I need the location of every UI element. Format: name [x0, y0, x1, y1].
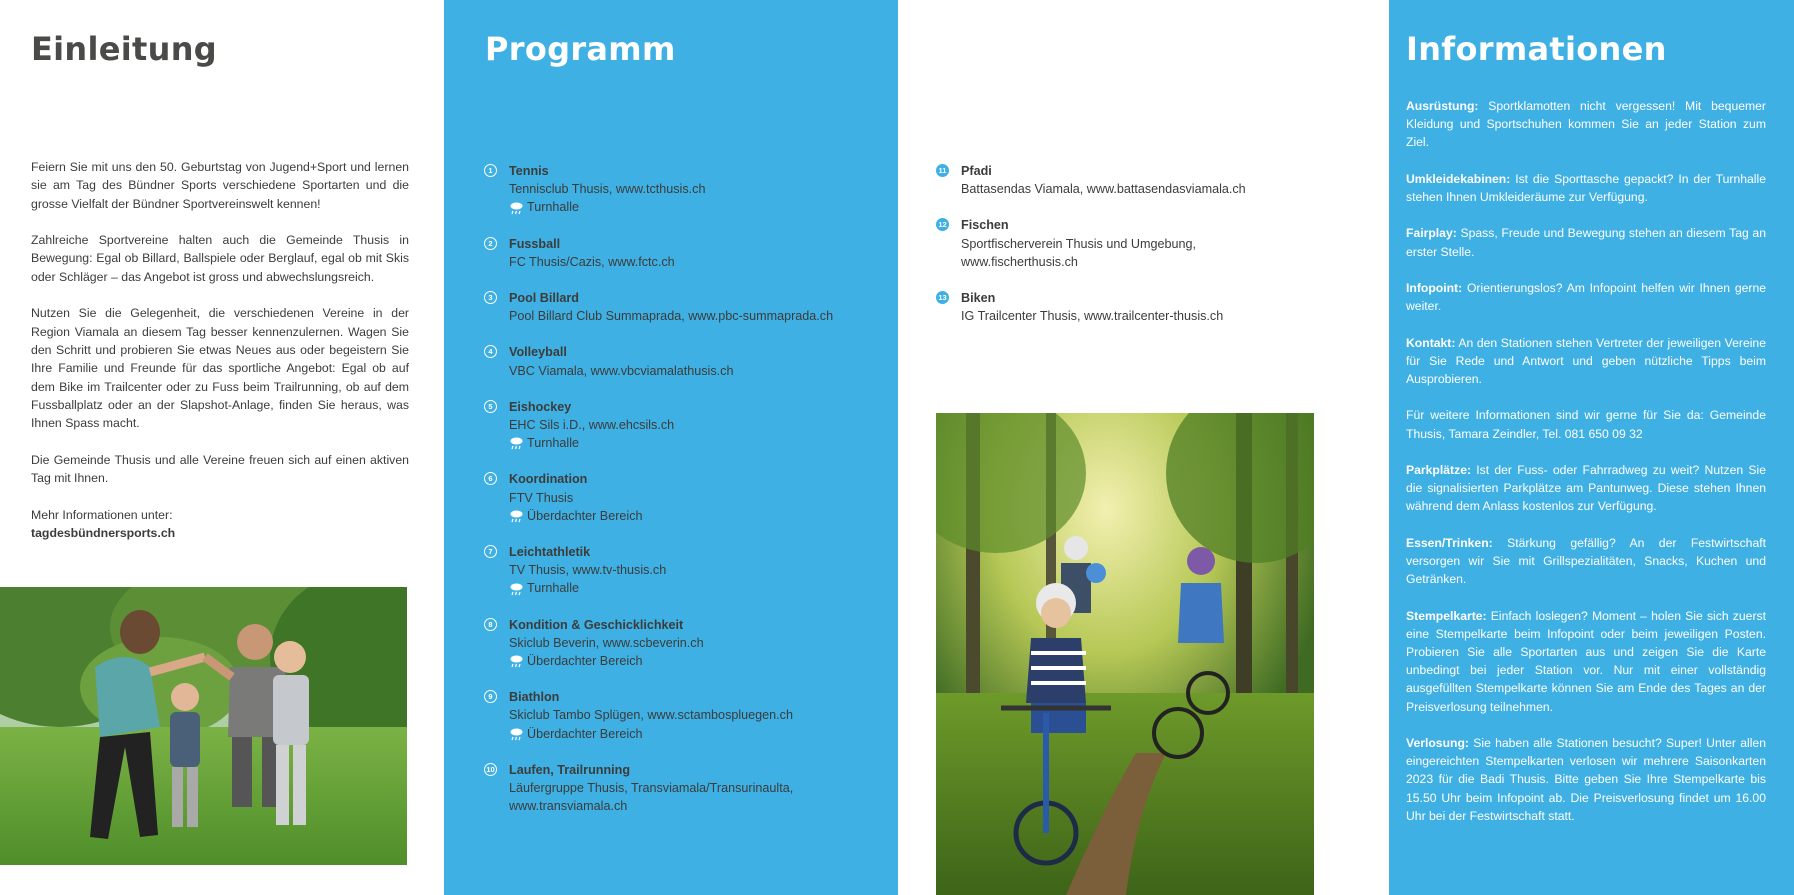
- rain-cloud-icon: [509, 582, 524, 596]
- rain-cloud-icon: [509, 727, 524, 741]
- program-title: Fussball: [509, 236, 561, 251]
- informationen-text: [1406, 97, 1766, 843]
- program-item-pool-billard: [484, 289, 884, 325]
- rain-cloud-icon: [509, 436, 524, 450]
- program-venue: [509, 579, 884, 597]
- number-badge: 2: [484, 237, 497, 250]
- program-item-eishockey: [484, 398, 884, 453]
- info-entry-infopoint: [1406, 279, 1766, 315]
- number-badge: 6: [484, 472, 497, 485]
- info-entry-contact-details: [1406, 406, 1766, 442]
- number-badge: 10: [484, 763, 497, 776]
- program-desc: FC Thusis/Cazis, www.fctc.ch: [509, 254, 675, 269]
- program-title: Volleyball: [509, 345, 567, 360]
- venue-label: Überdachter Bereich: [527, 726, 643, 741]
- intro-paragraph: Die Gemeinde Thusis und alle Vereine freuen sich auf einen aktiven Tag mit Ihnen.: [31, 452, 409, 486]
- informationen-heading: Informationen: [1406, 30, 1667, 68]
- program-item-fussball: [484, 235, 884, 271]
- info-entry-fairplay: [1406, 224, 1766, 260]
- venue-label: Turnhalle: [527, 581, 580, 596]
- program-title: Koordination: [509, 472, 588, 487]
- rain-cloud-icon: [509, 654, 524, 668]
- program-desc: IG Trailcenter Thusis, www.trailcenter-thusis.ch: [961, 309, 1224, 324]
- programm-panel: [444, 0, 898, 895]
- program-item-laufen: [484, 761, 884, 816]
- info-label: Ausrüstung:: [1406, 99, 1479, 113]
- more-info-label: Mehr Informationen unter:: [31, 507, 173, 522]
- venue-label: Überdachter Bereich: [527, 654, 643, 669]
- program-desc: FTV Thusis: [509, 490, 574, 505]
- info-entry-ausruestung: [1406, 97, 1766, 152]
- info-text: Spass, Freude und Bewegung stehen an diesem Tag an erster Stelle.: [1406, 226, 1766, 259]
- program-title: Tennis: [509, 164, 549, 178]
- program-item-biathlon: [484, 688, 884, 743]
- program-desc: TV Thusis, www.tv-thusis.ch: [509, 563, 667, 578]
- program-item-biken: [936, 289, 1376, 325]
- programm-list: [484, 162, 884, 833]
- rain-cloud-icon: [509, 509, 524, 523]
- venue-label: Turnhalle: [527, 436, 580, 451]
- program-venue: [509, 725, 884, 743]
- more-info-link[interactable]: tagdesbündnersports.ch: [31, 525, 176, 540]
- program-venue: [509, 434, 884, 452]
- program-title: Pool Billard: [509, 291, 579, 306]
- info-label: Verlosung:: [1406, 735, 1469, 750]
- info-text: Sportklamotten nicht vergessen! Mit bequemer Kleidung und Sportschuhen kommen Sie an jeder Station zum Ziel.: [1406, 99, 1766, 150]
- number-badge: 3: [484, 291, 497, 304]
- program-desc: Battasendas Viamala, www.battasendasviamala.ch: [961, 182, 1246, 197]
- program-desc: Skiclub Tambo Splügen, www.sctambospluegen.ch: [509, 708, 793, 723]
- info-text: Ist die Sporttasche gepackt? In der Turnhalle stehen Ihnen Umkleideräume zur Verfügung.: [1406, 171, 1766, 204]
- programm-list-continued: [936, 162, 1376, 343]
- info-label: Essen/Trinken:: [1406, 535, 1493, 550]
- program-venue: [509, 198, 884, 216]
- program-item-tennis: [484, 162, 884, 217]
- program-desc: Tennisclub Thusis, www.tcthusis.ch: [509, 182, 706, 197]
- number-badge: 12: [936, 218, 949, 231]
- informationen-panel: [1389, 0, 1794, 895]
- number-badge: 13: [936, 291, 949, 304]
- info-label: Infopoint:: [1406, 280, 1463, 295]
- intro-paragraph: Zahlreiche Sportvereine halten auch die Gemeinde Thusis in Bewegung: Egal ob Billard, Ballspiele oder Berglauf, egal ob mit Skis oder Schläger – das Angebot ist gross und abwechslungsreich.: [31, 233, 409, 284]
- info-text: An den Stationen stehen Vertreter der jeweiligen Vereine für Sie Rede und Antwort und geben nützliche Tipps beim Ausprobieren.: [1406, 335, 1766, 386]
- einleitung-text: [31, 158, 409, 542]
- program-desc: VBC Viamala, www.vbcviamalathusis.ch: [509, 363, 734, 378]
- family-biking-photo: [936, 413, 1314, 895]
- venue-label: Turnhalle: [527, 200, 580, 215]
- program-venue: [509, 507, 884, 525]
- program-desc: Sportfischerverein Thusis und Umgebung, www.fischerthusis.ch: [961, 236, 1196, 269]
- info-text: Für weitere Informationen sind wir gerne für Sie da: Gemeinde Thusis, Tamara Zeindler, Tel. 081 650 09 32: [1406, 408, 1766, 441]
- info-text: Einfach loslegen? Moment – holen Sie sich zuerst eine Stempelkarte beim Infopoint oder beim jeweiligen Posten. Probieren Sie alle Sportarten aus und zeigen Sie die Karte unbedingt bei jeder Station vor. Nur mit einer vollständig ausgefüllten Stempelkarte können Sie am Ende des Tages an der Preisverlosung teilnehmen.: [1406, 608, 1766, 714]
- number-badge: 9: [484, 690, 497, 703]
- info-text: Stärkung gefällig? An der Festwirtschaft versorgen wir Sie mit Grillspezialitäten, Snacks, Kuchen und Getränken.: [1406, 535, 1766, 587]
- info-label: Kontakt:: [1406, 335, 1456, 350]
- program-title: Eishockey: [509, 399, 572, 414]
- rain-cloud-icon: [509, 201, 524, 215]
- program-desc: EHC Sils i.D., www.ehcsils.ch: [509, 418, 675, 433]
- info-entry-essen-trinken: [1406, 534, 1766, 589]
- family-highfive-photo: [0, 587, 407, 865]
- info-entry-parkplaetze: [1406, 461, 1766, 516]
- program-title: Biathlon: [509, 690, 560, 705]
- info-entry-verlosung: [1406, 734, 1766, 825]
- program-title: Biken: [961, 291, 996, 306]
- info-label: Parkplätze:: [1406, 462, 1472, 477]
- program-title: Leichtathletik: [509, 545, 591, 560]
- number-badge: 8: [484, 618, 497, 631]
- program-title: Pfadi: [961, 164, 992, 178]
- intro-paragraph: Nutzen Sie die Gelegenheit, die verschiedenen Vereine in der Region Viamala an diesem Tag besser kennenzulernen. Wagen Sie den Schritt und probieren Sie etwas Neues aus oder begeistern Sie Ihre Familie und Freunde für das sportliche Angebot: Egal ob auf dem Bike im Trailcenter oder zu Fuss beim Trailrunning, ob auf dem Fussballplatz oder an der Slapshot-Anlage, finden Sie heraus, was Ihnen Spass macht.: [31, 306, 409, 431]
- program-item-leichtathletik: [484, 543, 884, 598]
- einleitung-panel: [0, 0, 444, 895]
- info-text: Sie haben alle Stationen besucht? Super! Unter allen eingereichten Stempelkarten verlosen wir mehrere Saisonkarten 2023 für die Badi Thusis. Bitte geben Sie Ihre Stempelkarte bis 15.50 Uhr beim Infopoint ab. Die Preisverlosung findet um 16.00 Uhr bei der Festwirtschaft statt.: [1406, 735, 1766, 823]
- info-entry-stempelkarte: [1406, 607, 1766, 716]
- program-desc: Pool Billard Club Summaprada, www.pbc-summaprada.ch: [509, 309, 834, 324]
- program-item-kondition: [484, 616, 884, 671]
- info-label: Umkleidekabinen:: [1406, 171, 1511, 186]
- number-badge: 7: [484, 545, 497, 558]
- info-label: Fairplay:: [1406, 226, 1457, 241]
- program-desc: Skiclub Beverin, www.scbeverin.ch: [509, 635, 704, 650]
- intro-paragraph: Feiern Sie mit uns den 50. Geburtstag von Jugend+Sport und lernen sie am Tag des Bündner Sports verschiedene Sportarten und die grosse Vielfalt der Bündner Sportvereinswelt kennen!: [31, 160, 409, 211]
- program-title: Fischen: [961, 218, 1009, 233]
- program-venue: [509, 652, 884, 670]
- info-text: Orientierungslos? Am Infopoint helfen wir Ihnen gerne weiter.: [1406, 280, 1766, 314]
- einleitung-heading: Einleitung: [31, 30, 218, 68]
- info-text: Ist der Fuss- oder Fahrradweg zu weit? Nutzen Sie die signalisierten Parkplätze am Pantunweg. Diese stehen Ihnen während dem Anlass kostenlos zur Verfügung.: [1406, 462, 1766, 514]
- program-item-koordination: [484, 470, 884, 525]
- program-item-volleyball: [484, 343, 884, 379]
- program-item-fischen: [936, 216, 1376, 271]
- program-item-pfadi: [936, 162, 1376, 198]
- number-badge: 5: [484, 400, 497, 413]
- info-label: Stempelkarte:: [1406, 608, 1487, 623]
- number-badge: 4: [484, 345, 497, 358]
- number-badge: 11: [936, 164, 949, 177]
- programm-continued-panel: [898, 0, 1389, 895]
- number-badge: 1: [484, 164, 497, 177]
- programm-heading: Programm: [485, 30, 676, 68]
- venue-label: Überdachter Bereich: [527, 508, 643, 523]
- program-desc: Läufergruppe Thusis, Transviamala/Transurinaulta, www.transviamala.ch: [509, 781, 794, 814]
- program-title: Laufen, Trailrunning: [509, 762, 631, 777]
- info-entry-umkleidekabinen: [1406, 170, 1766, 206]
- program-title: Kondition & Geschicklichkeit: [509, 617, 684, 632]
- info-entry-kontakt: [1406, 334, 1766, 389]
